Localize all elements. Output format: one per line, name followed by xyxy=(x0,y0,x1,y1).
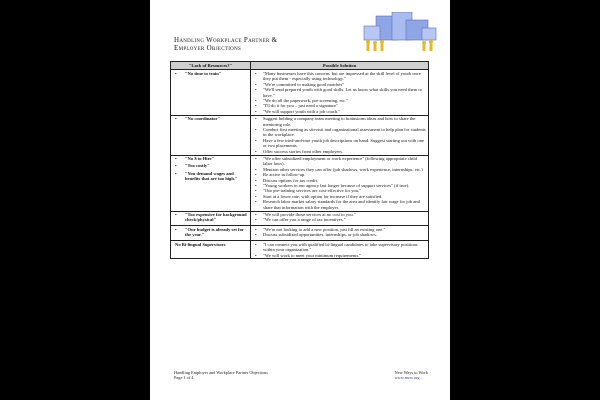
solution-item: • "Our pre-training services are cost-effective for you." xyxy=(253,188,426,193)
document-title-line2: Employer Objections xyxy=(174,44,242,52)
footer-organization: New Ways to Work xyxy=(394,370,428,375)
solution-item: • "I can connect you with qualified bi-lingual candidates to take supervisory positions within your organization." xyxy=(253,242,426,253)
solution-item: • Offer success stories from other employers. xyxy=(253,149,426,154)
solution-item: • Conduct first meeting as sitevisit and organizational assessment to help plan for students in the workplace. xyxy=(253,127,426,138)
solution-item: • "We can offer you a range of tax incentives." xyxy=(253,217,426,222)
objection-list xyxy=(173,71,248,76)
solution-cell xyxy=(251,211,429,226)
table-row xyxy=(171,241,429,259)
objection-list xyxy=(173,227,248,238)
solution-cell xyxy=(251,115,429,155)
solution-item: • Mention other services they can offer (job shadows, work experience, internships, etc.) xyxy=(253,167,426,172)
document-title-line1: Handling Workplace Partner & xyxy=(174,36,278,44)
objection-item: • "No time to train" xyxy=(173,71,248,76)
objection-cell xyxy=(171,115,251,155)
objection-item: • "Our budget is already set for the year." xyxy=(173,227,248,238)
solution-list xyxy=(253,116,426,154)
objection-cell xyxy=(171,226,251,241)
objection-cell xyxy=(171,241,251,259)
table-row xyxy=(171,226,429,241)
solution-item: • Be active in follow-up. xyxy=(253,172,426,177)
solution-list xyxy=(253,71,426,114)
table-body xyxy=(171,70,429,259)
solution-item: • Have a few tried-and-true youth job descriptions on hand. Suggest starting out with one or two placements. xyxy=(253,138,426,149)
solution-list xyxy=(253,227,426,238)
table-header-row xyxy=(171,62,429,70)
solution-cell xyxy=(251,155,429,211)
solution-item: • "We'll send prepared youth with good skills. Let us know what skills you need them to have." xyxy=(253,87,426,98)
solution-cell xyxy=(251,70,429,115)
footer-document-name: Handling Employer and Workplace Partner Objections xyxy=(174,370,268,375)
solution-list xyxy=(253,212,426,223)
document-page xyxy=(150,0,450,400)
column-header-objection: "Lack of Resources?" xyxy=(171,62,251,70)
objection-item: • "No $ to Hire" xyxy=(173,156,248,161)
objections-table xyxy=(170,61,429,259)
solution-item: • "We will provide those services at no cost to you." xyxy=(253,212,426,217)
solution-item: • Discuss subsidized opportunities, internships, or job shadows. xyxy=(253,232,426,237)
solution-item: • "We will support youth with a job coach." xyxy=(253,109,426,114)
footer-right xyxy=(395,370,428,380)
table-row xyxy=(171,70,429,115)
document-title xyxy=(174,36,277,52)
column-header-solution: Possible Solution xyxy=(251,62,429,70)
solution-item: • "We're not looking to add a new position, just fill an existing one." xyxy=(253,227,426,232)
footer-website-link[interactable]: www.nww.org xyxy=(394,375,420,380)
solution-item: • Research labor market salary standards for the area and identify fair wage for job and share that information with the employer. xyxy=(253,199,426,210)
objection-list xyxy=(173,156,248,182)
footer-left xyxy=(174,370,268,380)
table-row xyxy=(171,115,429,155)
solution-item: • "We will work to meet your minimum requirements." xyxy=(253,253,426,258)
objection-item: • "No coordinator" xyxy=(173,116,248,121)
solution-item: • "I'll do it for you – just need a signature" xyxy=(253,103,426,108)
objection-list xyxy=(173,242,248,247)
objection-cell xyxy=(171,155,251,211)
table-row xyxy=(171,211,429,226)
objection-list xyxy=(173,116,248,121)
solution-cell xyxy=(251,241,429,259)
objection-cell xyxy=(171,70,251,115)
solution-item: • "Many businesses have this concern, but are impressed at the skill level of youth once they put them - especially using technology." xyxy=(253,71,426,82)
solution-item: • "We're committed to making good matches" xyxy=(253,82,426,87)
objection-list xyxy=(173,212,248,223)
objection-item: • "Too expensive for background check/physical" xyxy=(173,212,248,223)
solution-list xyxy=(253,242,426,258)
objection-item: • "You demand wages and benefits that are too high." xyxy=(173,171,248,182)
objection-item: No Bi-lingual Supervisors xyxy=(175,241,226,247)
objection-item: • "Too costly" xyxy=(173,163,248,168)
solution-list xyxy=(253,156,426,210)
table-row xyxy=(171,155,429,211)
solution-item: • Suggest holding a company team meeting to brainstorm ideas and how to share the mentoring role. xyxy=(253,116,426,127)
footer-page-number: Page 1 of 4 xyxy=(174,375,194,380)
objection-cell xyxy=(171,211,251,226)
building-and-people-logo xyxy=(362,12,438,54)
solution-item: • Discuss options for tax credit. xyxy=(253,178,426,183)
solution-item: • "We do all the paperwork, pre-screening, etc." xyxy=(253,98,426,103)
solution-item: • "Young workers in our agency last longer because of support services" (if true). xyxy=(253,183,426,188)
solution-item: • "We offer subsidized employment or work experience" (following appropriate child labor laws). xyxy=(253,156,426,167)
solution-cell xyxy=(251,226,429,241)
solution-item: • Start at a lower rate, with option for increase if they are satisfied. xyxy=(253,194,426,199)
